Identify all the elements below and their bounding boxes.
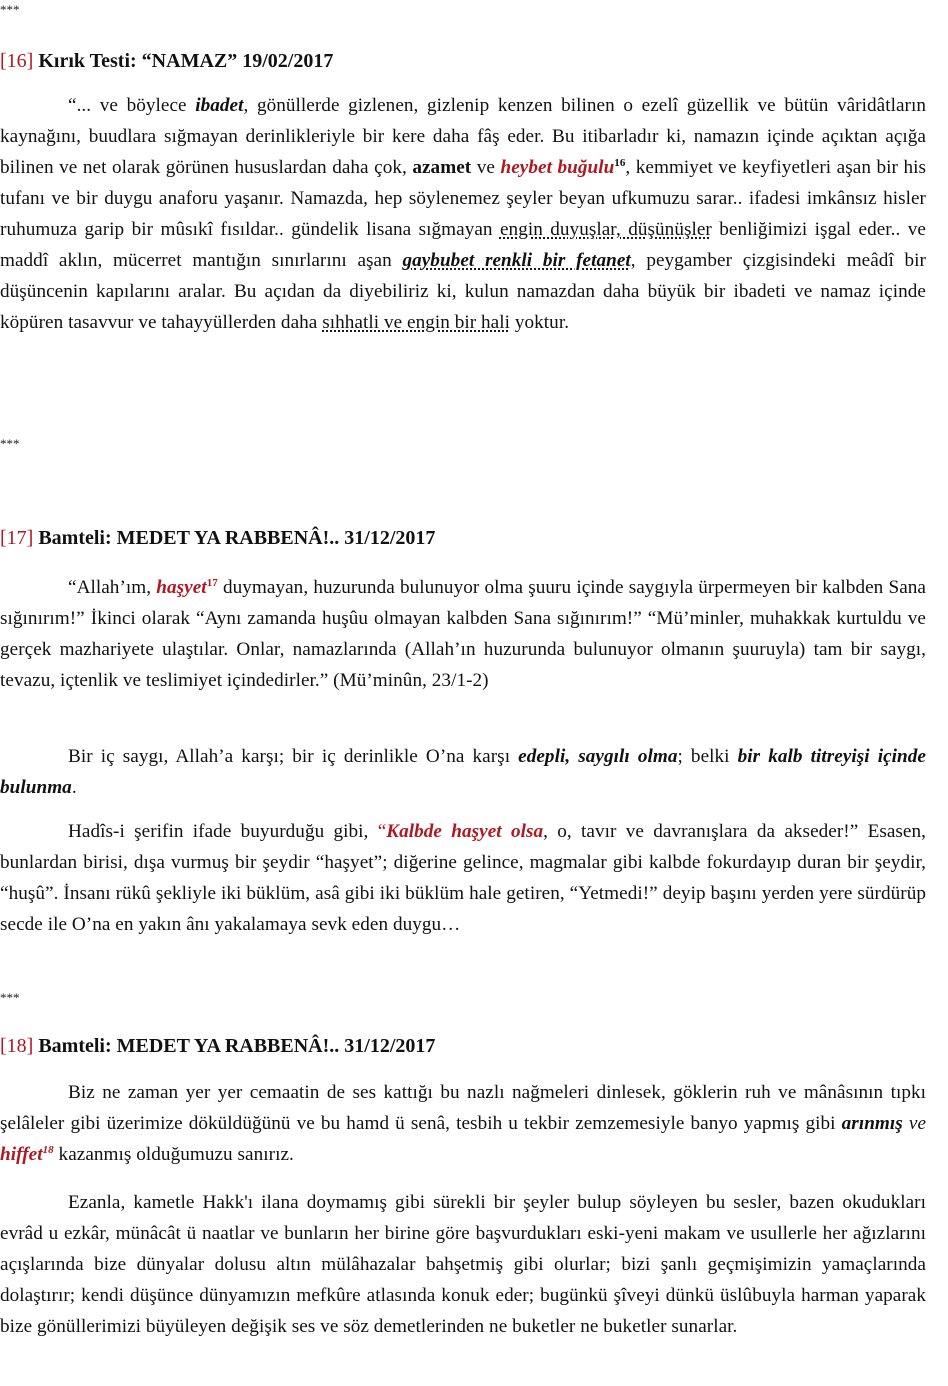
- text-run: “... ve böylece: [68, 95, 196, 116]
- footnote-number: [17]: [0, 527, 34, 549]
- section-heading-18: [0, 1033, 940, 1059]
- underlined-phrase: sıhhatli ve engin bir hali: [322, 312, 511, 333]
- underlined-phrase: engin duyuşlar, düşünüşler: [499, 219, 712, 240]
- keyword-hasyet: haşyet: [156, 577, 207, 598]
- footnote-ref-18[interactable]: 18: [42, 1144, 54, 1156]
- section-title: Kırık Testi: “NAMAZ” 19/02/2017: [38, 50, 334, 72]
- text-run: Biz ne zaman yer yer cemaatin de ses kattığı bu nazlı nağmeleri dinlesek, göklerin ruh ve mânâsının tıpkı şelâleler gibi üzerimize döküldüğünü ve bu hamd ü senâ, tesbih u tekbir zemzemesiyle banyo yapmış gibi: [0, 1082, 926, 1134]
- separator-stars: ***: [0, 990, 20, 1005]
- separator-stars: ***: [0, 436, 20, 451]
- section-heading-17: [0, 525, 940, 551]
- paragraph-namaz: [0, 90, 926, 338]
- keyword-hiffet: hiffet: [0, 1144, 43, 1165]
- text-run: ve: [471, 157, 501, 178]
- text-run: Bir iç saygı, Allah’a karşı; bir iç derinlikle O’na karşı: [68, 746, 519, 767]
- text-run: ; belki: [677, 746, 738, 767]
- text-run: “Allah’ım,: [68, 577, 157, 598]
- emphasis-ibadet: ibadet: [195, 95, 244, 116]
- text-run: .: [71, 777, 77, 798]
- paragraph-nagmeler: [0, 1077, 926, 1170]
- text-run: , o, tavır ve davranışlara da akseder!” Esasen, bunlardan birisi, dışa vurmuş bir şeydir “haşyet”; diğerine gelince, magmalar gibi kalbde fokurdayıp duran bir şeydir, “huşû”. İnsanı rükû şekliyle iki büklüm, asâ gibi iki büklüm hale getiren, “Yetmedi!” deyip başını yerden yere sürdürüp secde ile O’na en yakın ânı yakalamaya sevk eden duygu…: [0, 821, 926, 935]
- text-run: yoktur.: [510, 312, 570, 333]
- footnote-ref-16[interactable]: 16: [614, 157, 626, 169]
- quote-mark: “: [377, 821, 387, 842]
- text-run: , gönüllerde gizlenen, gizlenip kenzen bilinen o ezelî güzellik ve bütün vâridâtların kaynağını, buudlara sığmayan derinlikleriyle bir kere daha fâş eder. Bu itibarladır ki, namazın içinde açıktan açığa bilinen ve net olarak görünen hususlardan daha çok,: [0, 95, 926, 178]
- text-run: benliğimizi işgal eder.. ve maddî aklın, mücerret mantığın sınırlarını aşan: [0, 219, 926, 271]
- emphasis-edepli: edepli, saygılı olma: [518, 746, 678, 767]
- text-run: duymayan, huzurunda bulunuyor olma şuuru içinde saygıyla ürpermeyen bir kalbden Sana sığınırım!” İkinci olarak “Aynı zamanda huşûu olmayan kalbden Sana sığınırım!” “Mü’minler, muhakkak kurtuldu ve gerçek mazhariyete ulaştılar. Onlar, namazlarında (Allah’ın huzurunda bulunuyor olmanın şuuruyla) tam bir saygı, tevazu, içtenlik ve teslimiyet içindedirler.” (Mü’minûn, 23/1-2): [0, 577, 926, 691]
- paragraph-hasyet: [0, 572, 926, 696]
- paragraph-ezan: [0, 1187, 926, 1342]
- paragraph-hadis: [0, 816, 926, 940]
- text-run: Ezanla, kametle Hakk'ı ilana doymamış gibi sürekli bir şeyler bulup söyleyen bu sesler, bazen okudukları evrâd u ezkâr, münâcât ü naatlar ve bunların her birine göre başvurdukları eski-yeni makam ve usullerle her ağızlarını açışlarında bize dünyalar dolusu altın mülâhazalar bahşetmiş gibi olurlar; bizi şanlı geçmişimizin yamaçlarında dolaştırır; kendi düşünce dünyamızın mefkûre atlasında konuk eder; bugünkü şîveyi dünkü üslûbuyla harman yaparak bize gönüllerimizi büyüleyen değişik ses ve söz demetlerinden ne buketler ne buketler sunarlar.: [0, 1192, 926, 1337]
- section-title: Bamteli: MEDET YA RABBENÂ!.. 31/12/2017: [38, 1035, 436, 1057]
- paragraph-ic-saygi: [0, 741, 926, 803]
- footnote-number: [16]: [0, 50, 34, 72]
- text-run: Hadîs-i şerifin ifade buyurduğu gibi,: [68, 821, 378, 842]
- text-run: , peygamber çizgisindeki meâdî bir düşüncenin kapılarını aralar. Bu açıdan da diyebiliriz ki, kulun namazdan daha büyük bir ibadeti ve namaz içinde köpüren tasavvur ve tahayyüllerden daha: [0, 250, 926, 333]
- section-heading-16: [0, 48, 940, 74]
- section-title: Bamteli: MEDET YA RABBENÂ!.. 31/12/2017: [38, 527, 436, 549]
- emphasis-azamet: azamet: [412, 157, 472, 178]
- text-run: kazanmış olduğumuzu sanırız.: [53, 1144, 294, 1165]
- text-run: , kemmiyet ve keyfiyetleri aşan bir his tufanı ve bir duygu anaforu yaşanır. Namazda, hep söylenemez şeyler beyan ufkumuzu sarar.. ifadesi imkânsız hisler ruhumuza garip bir mûsıkî fısıldar.. gündelik lisana sığmayan: [0, 157, 927, 240]
- text-run: ve: [902, 1113, 927, 1134]
- footnote-number: [18]: [0, 1035, 34, 1057]
- emphasis-gaybubet: gaybubet renkli bir fetanet: [402, 250, 631, 271]
- keyword-heybet-bugulu: heybet buğulu: [500, 157, 615, 178]
- keyword-kalbde-hasyet: Kalbde haşyet olsa: [386, 821, 544, 842]
- separator-stars: ***: [0, 2, 20, 17]
- emphasis-arinmis: arınmış: [841, 1113, 903, 1134]
- emphasis-kalb-titreyisi: bir kalb titreyişi içinde bulunma: [0, 746, 926, 798]
- footnote-ref-17[interactable]: 17: [206, 577, 218, 589]
